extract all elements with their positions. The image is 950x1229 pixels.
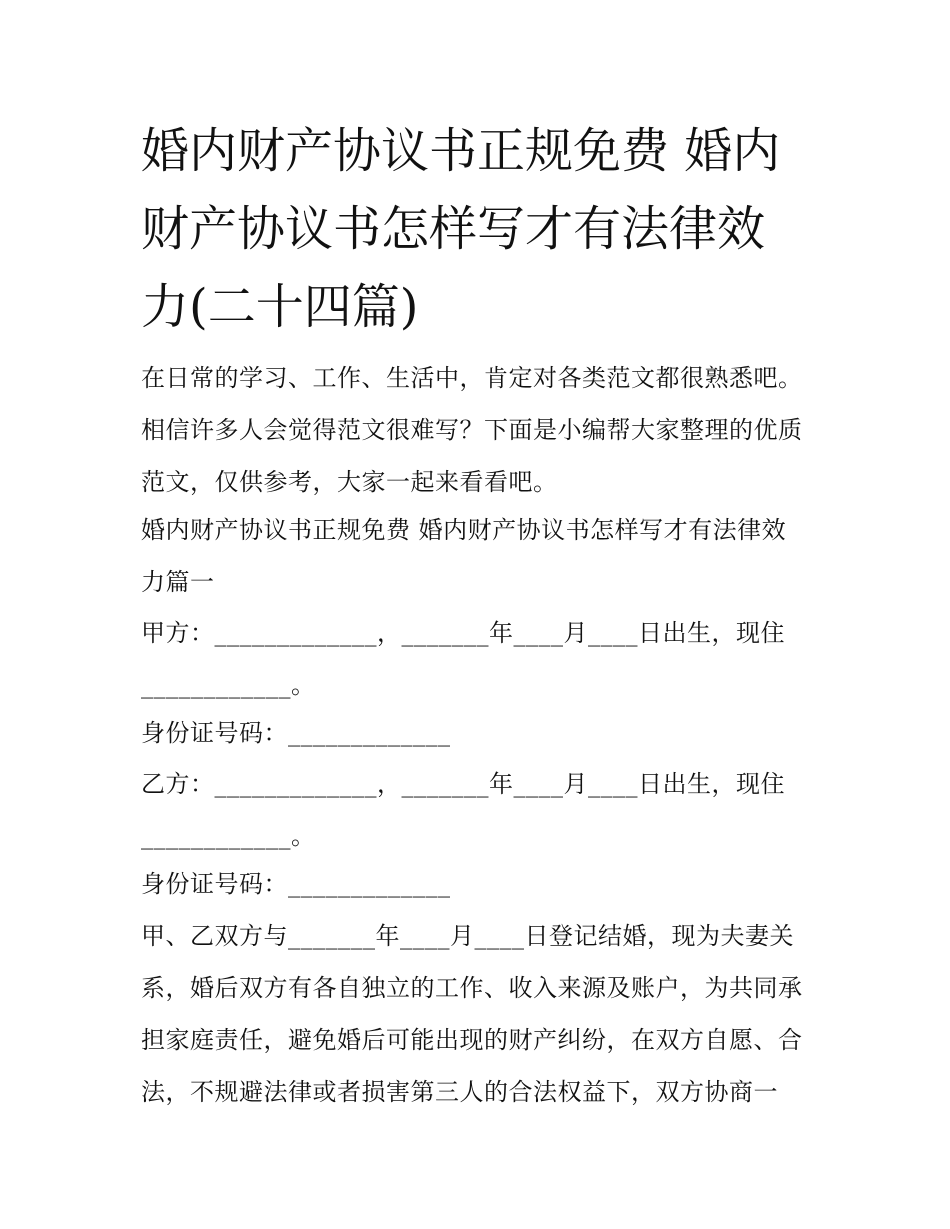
party-b-line: 乙方：_____________，_______年____月____日出生，现住 xyxy=(141,770,785,798)
body-paragraph xyxy=(141,910,821,1118)
party-b-line: ____________。 xyxy=(141,822,316,850)
body-line: 系，婚后双方有各自独立的工作、收入来源及账户，为共同承 xyxy=(141,974,803,1002)
party-a-id xyxy=(141,707,821,759)
section-heading-line: 婚内财产协议书正规免费 婚内财产协议书怎样写才有法律效 xyxy=(141,516,787,544)
section-heading-line: 力篇一 xyxy=(141,568,215,596)
party-a-info xyxy=(141,607,821,711)
body-line: 甲、乙双方与_______年____月____日登记结婚，现为夫妻关 xyxy=(141,922,794,950)
party-b-id xyxy=(141,858,821,910)
title-line: 婚内财产协议书正规免费 婚内 xyxy=(141,123,781,179)
party-a-line: 甲方：_____________，_______年____月____日出生，现住 xyxy=(141,619,785,647)
document-title xyxy=(141,112,821,346)
intro-line: 在日常的学习、工作、生活中，肯定对各类范文都很熟悉吧。 xyxy=(141,364,803,392)
title-line: 财产协议书怎样写才有法律效 xyxy=(141,201,766,257)
party-a-line: ____________。 xyxy=(141,671,316,699)
intro-line: 相信许多人会觉得范文很难写？下面是小编帮大家整理的优质 xyxy=(141,416,803,444)
intro-paragraph xyxy=(141,352,821,508)
party-a-id-line: 身份证号码：_____________ xyxy=(141,719,451,747)
body-line: 法，不规避法律或者损害第三人的合法权益下，双方协商一 xyxy=(141,1078,778,1106)
intro-line: 范文，仅供参考，大家一起来看看吧。 xyxy=(141,468,558,496)
party-b-info xyxy=(141,758,821,862)
section-heading xyxy=(141,504,821,608)
party-b-id-line: 身份证号码：_____________ xyxy=(141,870,451,898)
title-line: 力(二十四篇) xyxy=(141,279,419,335)
body-line: 担家庭责任，避免婚后可能出现的财产纠纷，在双方自愿、合 xyxy=(141,1026,803,1054)
